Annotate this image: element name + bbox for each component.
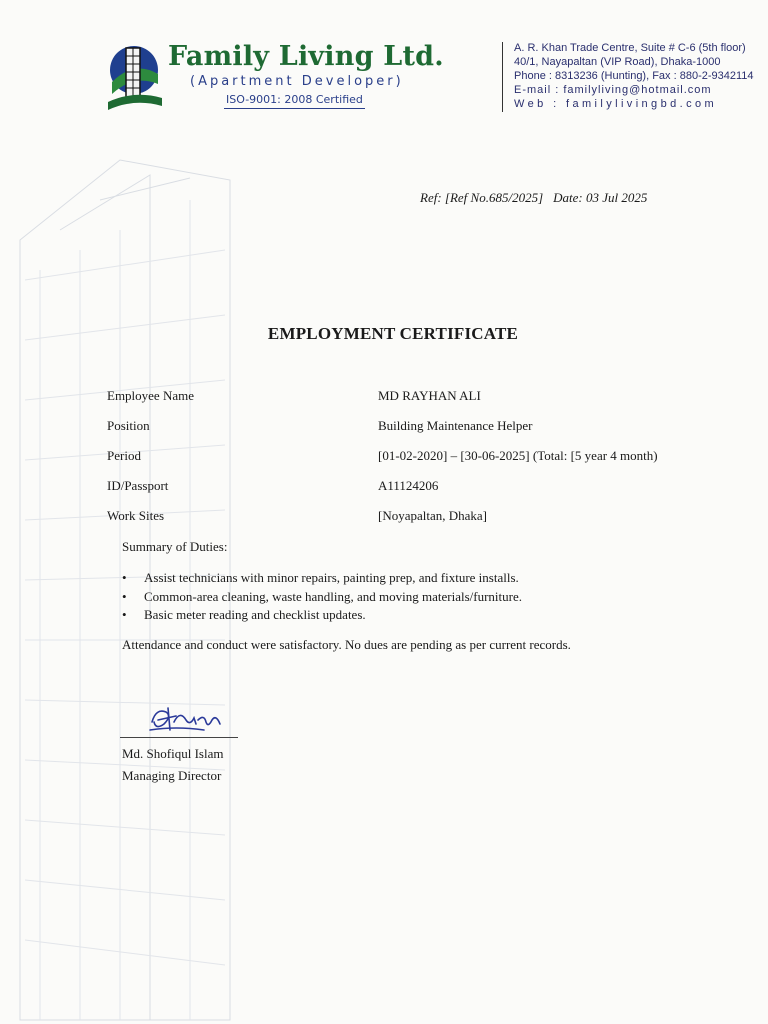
contact-address-2: 40/1, Nayapaltan (VIP Road), Dhaka-1000 xyxy=(514,56,721,68)
building-globe-icon xyxy=(104,40,164,110)
list-item: • Common-area cleaning, waste handling, and moving materials/furniture. xyxy=(122,588,522,607)
duties-list xyxy=(122,569,522,625)
signature-line xyxy=(120,737,238,738)
contact-email: E-mail : familyliving@hotmail.com xyxy=(514,84,712,96)
signatory-name: Md. Shofiqul Islam xyxy=(122,746,224,761)
company-tagline: (Apartment Developer) xyxy=(190,74,404,89)
contact-address-1: A. R. Khan Trade Centre, Suite # C-6 (5th floor) xyxy=(514,42,746,54)
employee-details xyxy=(107,388,707,538)
signatory-title: Managing Director xyxy=(122,768,222,783)
contact-web: Web : familylivingbd.com xyxy=(514,98,718,110)
field-value: Building Maintenance Helper xyxy=(378,418,533,433)
field-id-passport xyxy=(107,478,707,508)
field-label: Position xyxy=(107,418,150,433)
field-position xyxy=(107,418,707,448)
field-label: Work Sites xyxy=(107,508,165,523)
reference-number: Ref: [Ref No.685/2025] xyxy=(420,190,544,205)
certificate-title: EMPLOYMENT CERTIFICATE xyxy=(267,324,519,343)
handwritten-signature xyxy=(146,700,226,738)
company-name: Family Living Ltd. xyxy=(168,41,444,72)
letterhead-divider xyxy=(502,42,503,112)
list-item: • Basic meter reading and checklist updates. xyxy=(122,606,522,625)
field-value: [Noyapaltan, Dhaka] xyxy=(378,508,488,523)
reference-line xyxy=(420,190,647,206)
field-value: MD RAYHAN ALI xyxy=(378,388,481,403)
summary-of-duties-label: Summary of Duties: xyxy=(122,539,228,554)
field-period xyxy=(107,448,707,478)
list-item: • Assist technicians with minor repairs, painting prep, and fixture installs. xyxy=(122,569,522,588)
field-work-sites xyxy=(107,508,707,538)
iso-certification: ISO-9001: 2008 Certified xyxy=(224,93,365,109)
field-label: Employee Name xyxy=(107,388,194,403)
field-employee-name xyxy=(107,388,707,418)
field-label: Period xyxy=(107,448,141,463)
field-value: [01-02-2020] – [30-06-2025] (Total: [5 year 4 month) xyxy=(378,448,658,463)
attendance-statement: Attendance and conduct were satisfactory. No dues are pending as per current records. xyxy=(122,637,571,652)
letterhead-brand xyxy=(168,40,468,109)
field-value: A11124206 xyxy=(378,478,439,493)
contact-phone: Phone : 8313236 (Hunting), Fax : 880-2-9342114 xyxy=(514,70,754,82)
letterhead-contact xyxy=(514,41,754,111)
reference-date: Date: 03 Jul 2025 xyxy=(553,190,648,205)
signatory-block xyxy=(122,743,223,787)
field-label: ID/Passport xyxy=(107,478,169,493)
